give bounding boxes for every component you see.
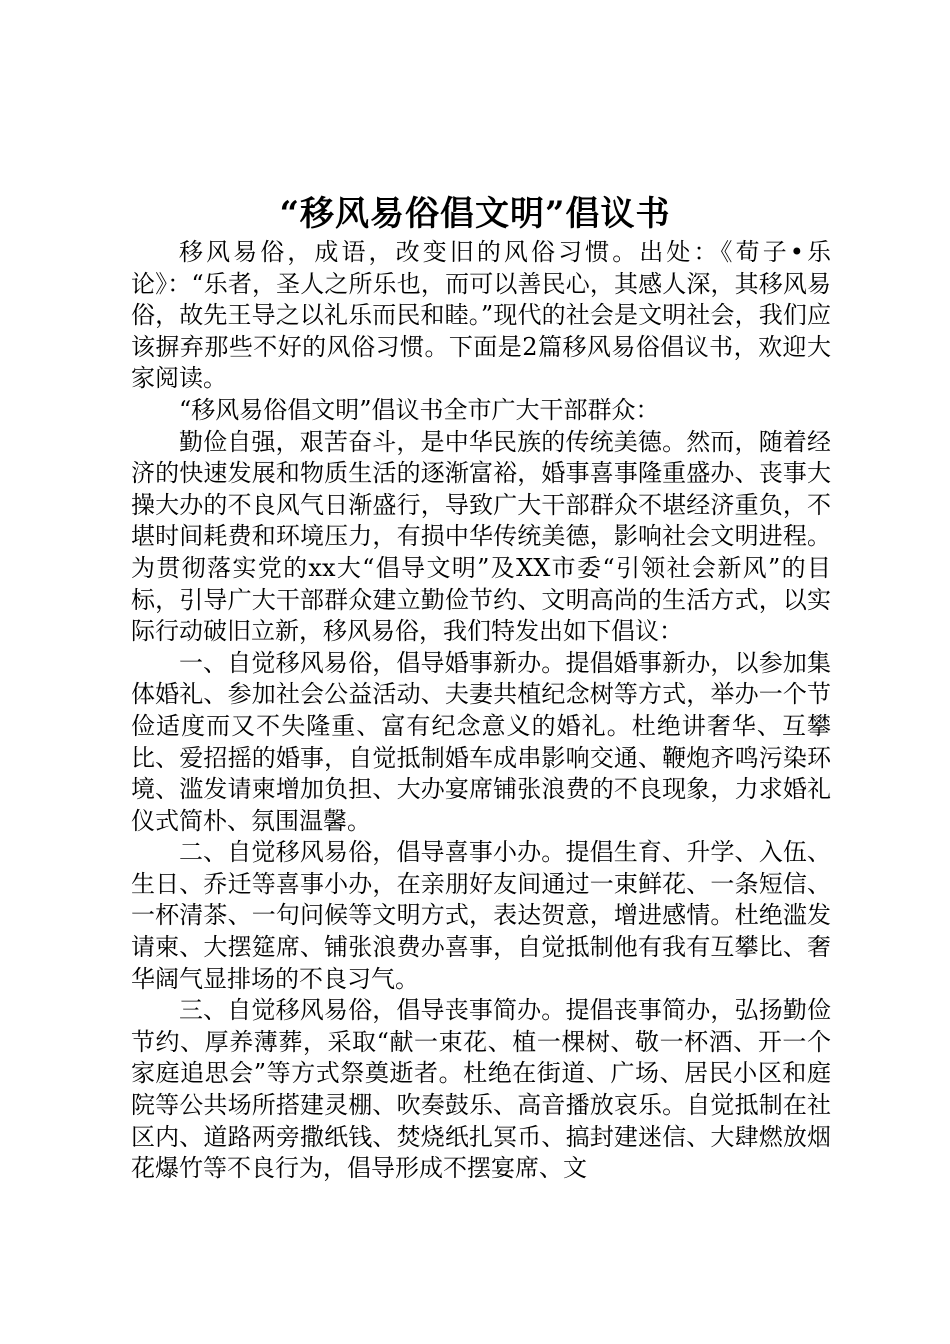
salutation-paragraph: “移风易俗倡文明”倡议书全市广大干部群众： [179,395,660,424]
intro-paragraph: 移风易俗，成语，改变旧的风俗习惯。出处：《荀子•乐论》：“乐者，圣人之所乐也，而可以善民心，其感人深，其移风易俗，故先王导之以礼乐而民和睦。”现代的社会是文明社会，我们应该摒弃那些不好的风俗习惯。下面是2篇移风易俗倡议书，欢迎大家阅读。 [131,238,831,393]
preamble-paragraph: 勤俭自强，艰苦奋斗，是中华民族的传统美德。然而，随着经济的快速发展和物质生活的逐渐富裕，婚事喜事隆重盛办、丧事大操大办的不良风气日渐盛行，导致广大干部群众不堪经济重负，不堪时间耗费和环境压力，有损中华传统美德，影响社会文明进程。为贯彻落实党的xx大“倡导文明”及XX市委“引领社会新风”的目标，引导广大干部群众建立勤俭节约、文明高尚的生活方式，以实际行动破旧立新，移风易俗，我们特发出如下倡议： [131,427,831,646]
proposal-paragraph-1: 一、自觉移风易俗，倡导婚事新办。提倡婚事新办，以参加集体婚礼、参加社会公益活动、夫妻共植纪念树等方式，举办一个节俭适度而又不失隆重、富有纪念意义的婚礼。杜绝讲奢华、互攀比、爱招摇的婚事，自觉抵制婚车成串影响交通、鞭炮齐鸣污染环境、滥发请柬增加负担、大办宴席铺张浪费的不良现象，力求婚礼仪式简朴、氛围温馨。 [131,648,831,835]
document-body [131,237,831,1185]
proposal-paragraph-2: 二、自觉移风易俗，倡导喜事小办。提倡生育、升学、入伍、生日、乔迁等喜事小办，在亲朋好友间通过一束鲜花、一条短信、一杯清茶、一句问候等文明方式，表达贺意，增进感情。杜绝滥发请柬、大摆筵席、铺张浪费办喜事，自觉抵制他有我有互攀比、奢华阔气显排场的不良习气。 [131,838,831,993]
proposal-paragraph-3: 三、自觉移风易俗，倡导丧事简办。提倡丧事简办，弘扬勤俭节约、厚养薄葬，采取“献一束花、植一棵树、敬一杯酒、开一个家庭追思会”等方式祭奠逝者。杜绝在街道、广场、居民小区和庭院等公共场所搭建灵棚、吹奏鼓乐、高音播放哀乐。自觉抵制在社区内、道路两旁撒纸钱、焚烧纸扎冥币、搞封建迷信、大肆燃放烟花爆竹等不良行为，倡导形成不摆宴席、文 [131,996,831,1183]
document-title: “移风易俗倡文明”倡议书 [279,194,671,234]
